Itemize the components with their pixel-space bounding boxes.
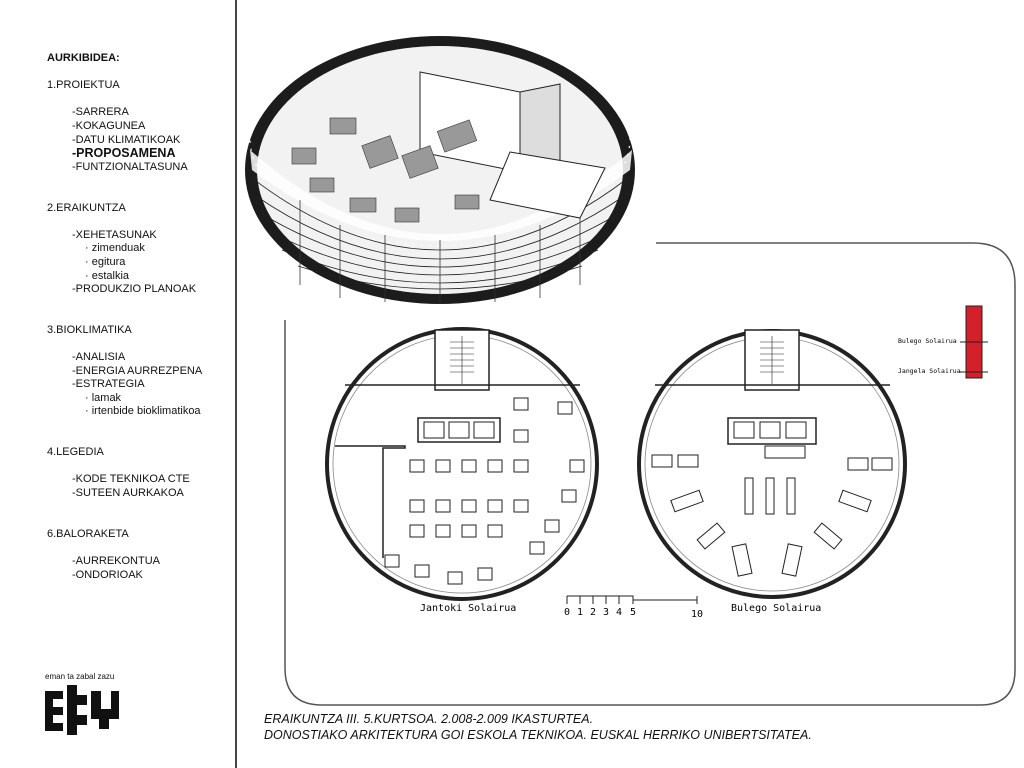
toc-item: -DATU KLIMATIKOAK [72,133,181,146]
toc-item: -KOKAGUNEA [72,119,146,132]
building-3d-view [245,30,635,304]
toc-item: -PRODUKZIO PLANOAK [72,283,197,296]
scale-tick-label: 2 [589,607,597,618]
scale-tick-label: 10 [690,609,704,620]
toc-item: -ENERGIA AURREZPENA [72,364,203,377]
toc-item: -XEHETASUNAK [72,228,157,241]
toc-item: -SARRERA [72,106,129,119]
toc-section: 6.BALORAKETA [47,527,129,540]
scale-tick-label: 1 [576,607,584,618]
toc-section: 1.PROIEKTUA [47,79,120,92]
toc-subitem: · estalkia [85,269,130,282]
toc-item: -PROPOSAMENA [72,146,176,161]
toc-item: -KODE TEKNIKOA CTE [72,473,190,486]
floor-plan-dining [327,329,597,599]
caption-course: ERAIKUNTZA III. 5.KURTSOA. 2.008-2.009 IKASTURTEA. [264,712,594,726]
toc-item: -AURREKONTUA [72,554,161,567]
toc-section: 2.ERAIKUNTZA [47,201,126,214]
toc-item: -ESTRATEGIA [72,378,145,391]
toc-item: -SUTEEN AURKAKOA [72,487,184,499]
toc-item: -ONDORIOAK [72,568,143,581]
toc-subitem: · zimenduak [85,242,145,255]
logo-motto: eman ta zabal zazu [45,672,115,681]
section-label-office: Bulego Solairua [898,337,957,345]
toc-heading: AURKIBIDEA: [47,52,120,64]
toc-item: -FUNTZIONALTASUNA [72,160,188,173]
plan-label-dining: Jantoki Solairua [420,603,517,614]
toc-subitem: · irtenbide bioklimatikoa [85,405,201,418]
toc-section: 4.LEGEDIA [47,446,104,459]
toc-subitem: · lamak [85,391,122,404]
section-label-dining: Jangela Solairua [898,367,961,375]
floor-plan-office [639,330,905,597]
toc-section: 3.BIOKLIMATIKA [47,323,132,336]
caption-school: DONOSTIAKO ARKITEKTURA GOI ESKOLA TEKNIKOA. EUSKAL HERRIKO UNIBERTSITATEA. [264,728,812,742]
section-key [898,306,988,378]
scale-tick-label: 0 [563,607,571,618]
scale-tick-label: 3 [602,607,610,618]
scale-tick-label: 5 [629,607,637,618]
toc-item: -ANALISIA [72,351,126,364]
toc-subitem: · egitura [85,255,126,268]
plan-label-office: Bulego Solairua [731,603,822,614]
scale-bar [564,596,703,620]
scale-tick-label: 4 [615,607,623,618]
